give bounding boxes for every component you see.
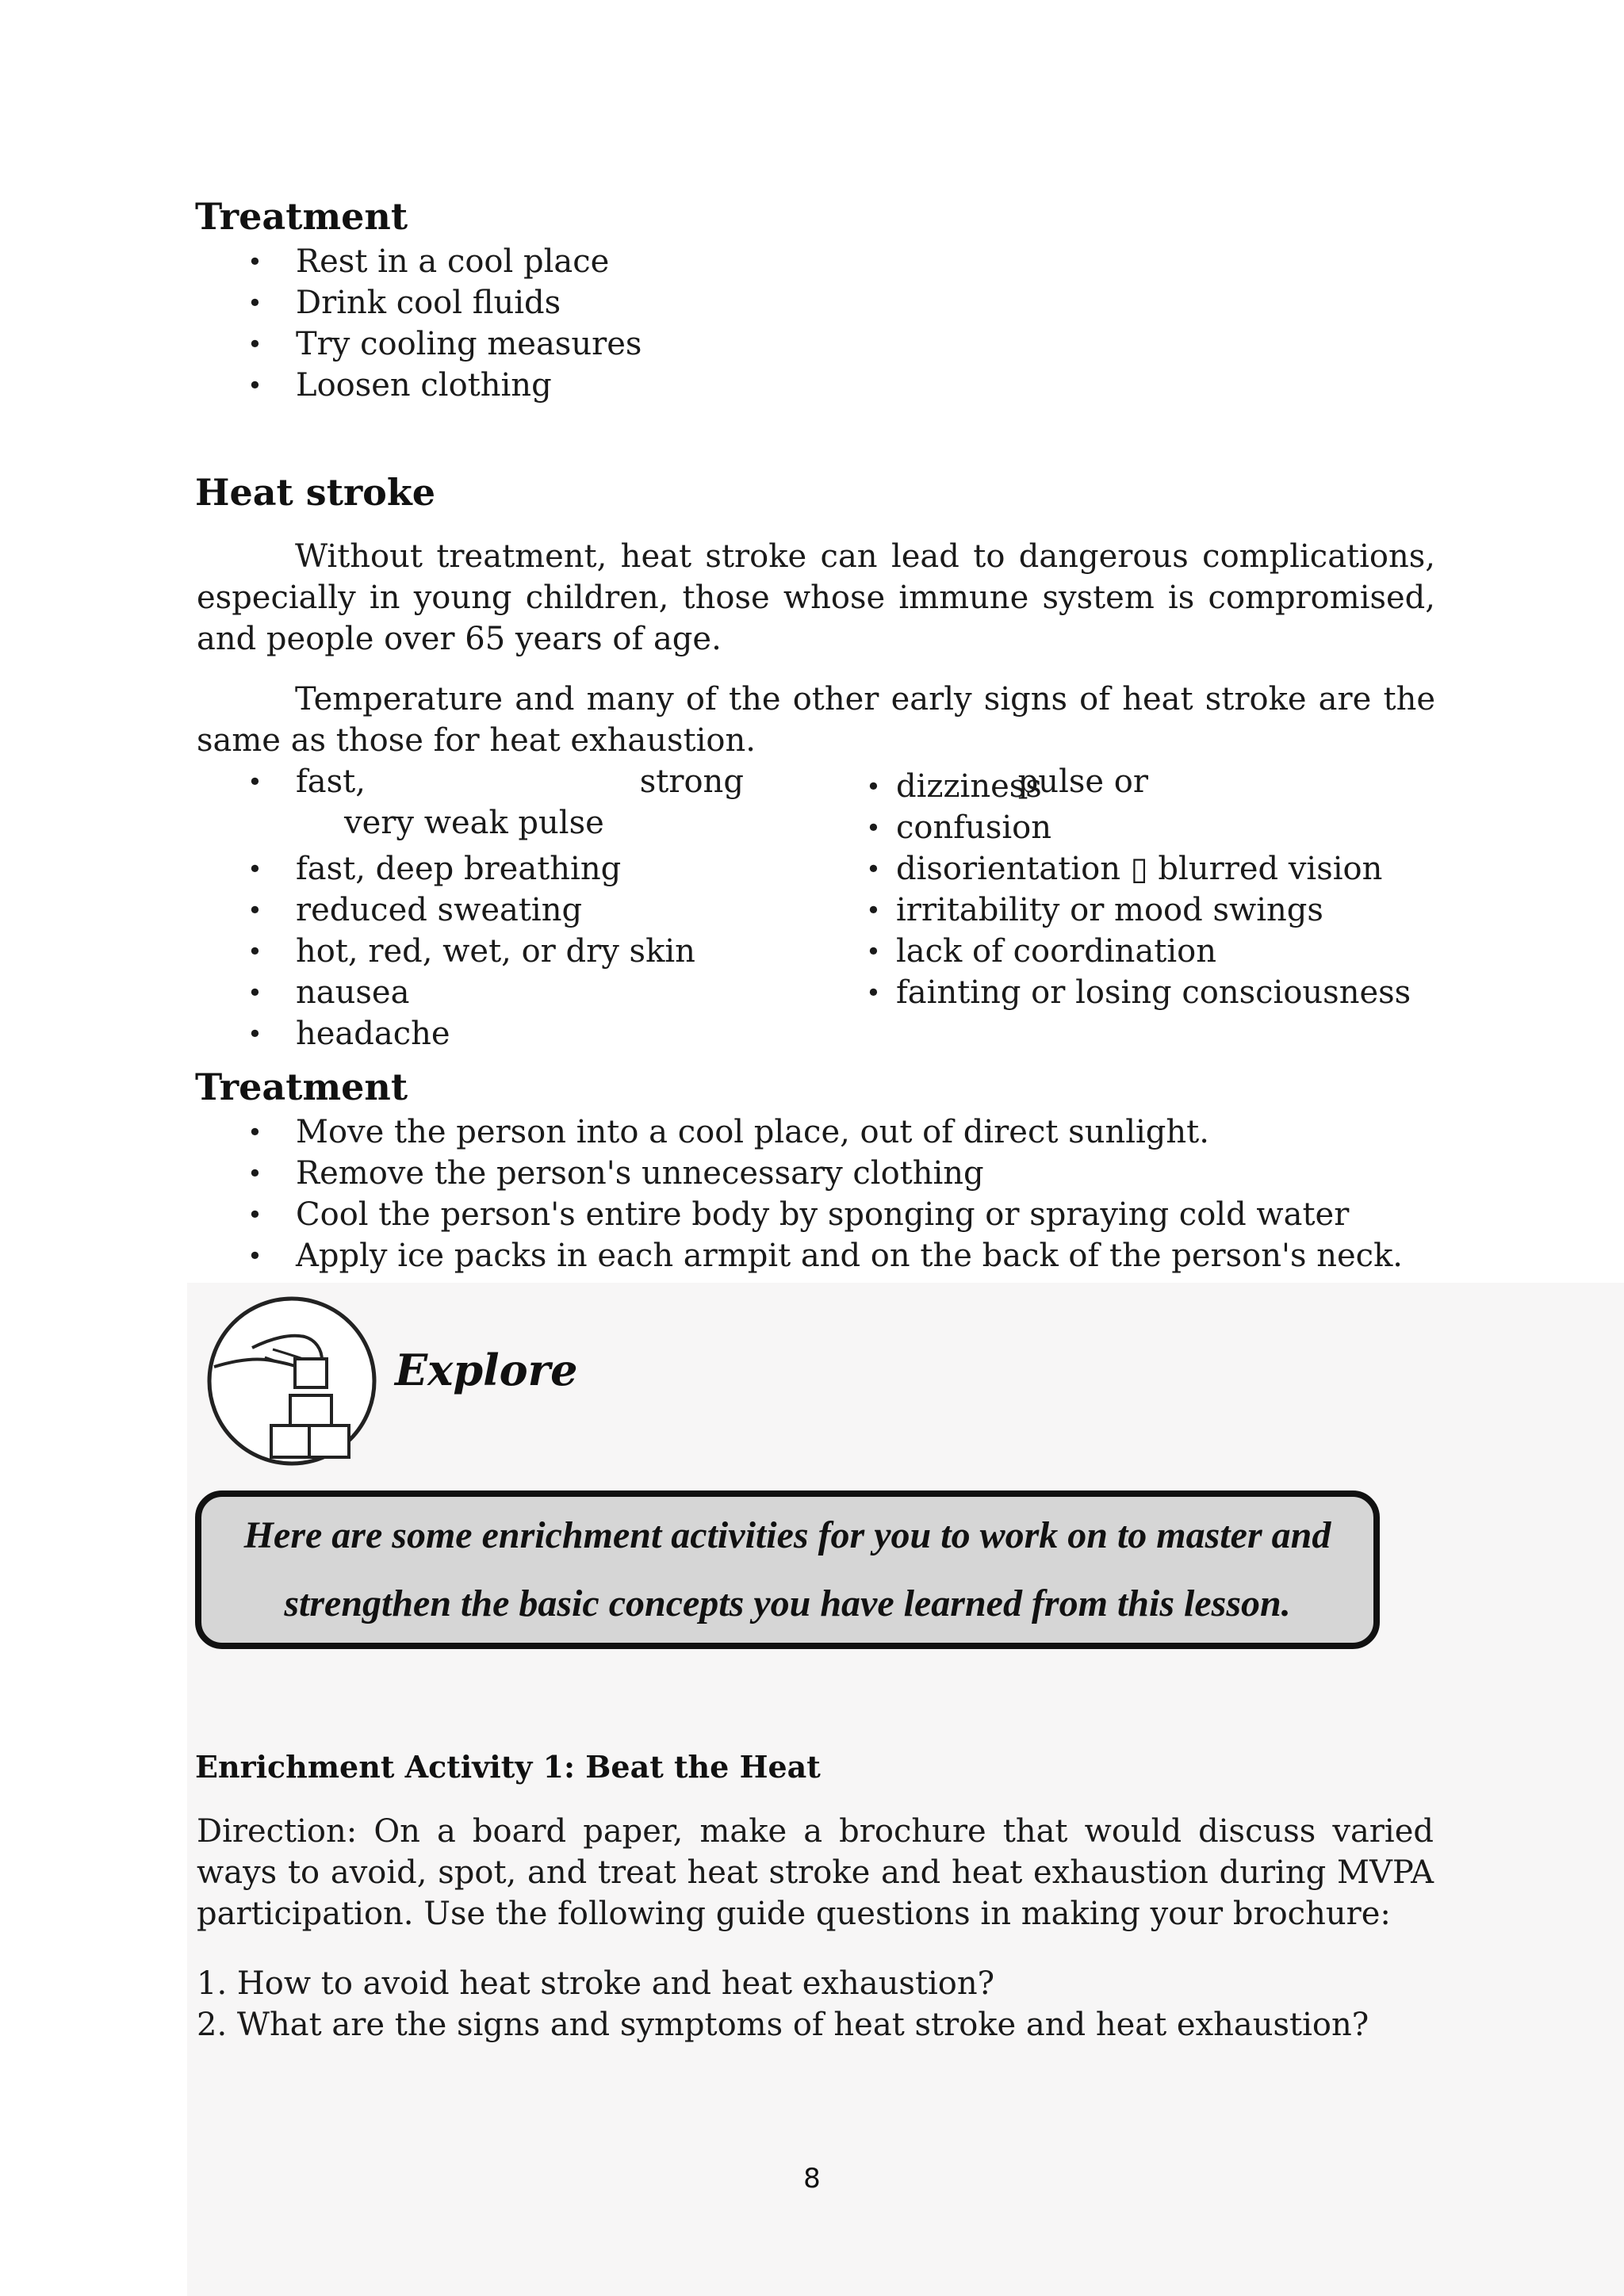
activity-heading: Enrichment Activity 1: Beat the Heat — [195, 1749, 821, 1785]
list-item: • Move the person into a cool place, out of direct sunlight. — [197, 1112, 1403, 1153]
treatment-heading: Treatment — [195, 1066, 408, 1108]
heat-stroke-paragraph-2: Temperature and many of the other early signs of heat stroke are the same as those for heat exhaustion. — [197, 681, 1435, 759]
heat-stroke-heading: Heat stroke — [195, 471, 435, 514]
list-item: • dizziness — [856, 766, 1051, 807]
treatment-heading: Treatment — [195, 195, 408, 238]
signs-list-right — [856, 848, 1411, 1013]
page-number: 8 — [803, 2163, 821, 2195]
list-item: • fainting or losing consciousness — [856, 972, 1411, 1013]
list-item: • Cool the person's entire body by sponging or spraying cold water — [197, 1194, 1403, 1235]
signs-list-right-top — [856, 766, 1051, 848]
heat-stroke-paragraph-1: Without treatment, heat stroke can lead to dangerous complications, especially in young children, those whose immune system is compromised, and people over 65 years of age. — [197, 538, 1435, 657]
enrichment-callout-box — [195, 1490, 1380, 1649]
list-item: • headache — [197, 1013, 695, 1054]
list-item: • confusion — [856, 807, 1051, 848]
guide-questions — [197, 1963, 1369, 2045]
list-item: • lack of coordination — [856, 931, 1411, 972]
activity-background — [187, 1283, 1624, 2296]
list-item: • disorientation ▯ blurred vision — [856, 848, 1411, 890]
list-item: • Rest in a cool place — [197, 241, 642, 282]
list-item: • Apply ice packs in each armpit and on the back of the person's neck. — [197, 1235, 1403, 1276]
explore-title: Explore — [395, 1345, 578, 1395]
treatment-list — [197, 241, 642, 406]
hand-blocks-icon — [205, 1294, 379, 1468]
list-item: • Drink cool fluids — [197, 282, 642, 323]
list-item: 2. What are the signs and symptoms of heat stroke and heat exhaustion? — [197, 2007, 1369, 2043]
treatment-list — [197, 1112, 1403, 1276]
list-item: • Try cooling measures — [197, 323, 642, 365]
callout-line-2: strengthen the basic concepts you have learned from this lesson. — [284, 1582, 1291, 1624]
list-item: • fast, deep breathing — [197, 848, 695, 890]
callout-line-1: Here are some enrichment activities for you to work on to master and — [243, 1514, 1331, 1556]
list-item: • nausea — [197, 972, 695, 1013]
signs-list-left — [197, 848, 695, 1054]
list-item: • Remove the person's unnecessary clothing — [197, 1153, 1403, 1194]
list-item: • reduced sweating — [197, 890, 695, 931]
activity-direction: Direction: On a board paper, make a brochure that would discuss varied ways to avoid, spot, and treat heat stroke and heat exhaustion during MVPA participation. Use the following guide questions in making your brochure: — [197, 1813, 1434, 1932]
list-item: 1. How to avoid heat stroke and heat exhaustion? — [197, 1965, 995, 2002]
list-item: • irritability or mood swings — [856, 890, 1411, 931]
list-item: • Loosen clothing — [197, 365, 642, 406]
list-item: • hot, red, wet, or dry skin — [197, 931, 695, 972]
